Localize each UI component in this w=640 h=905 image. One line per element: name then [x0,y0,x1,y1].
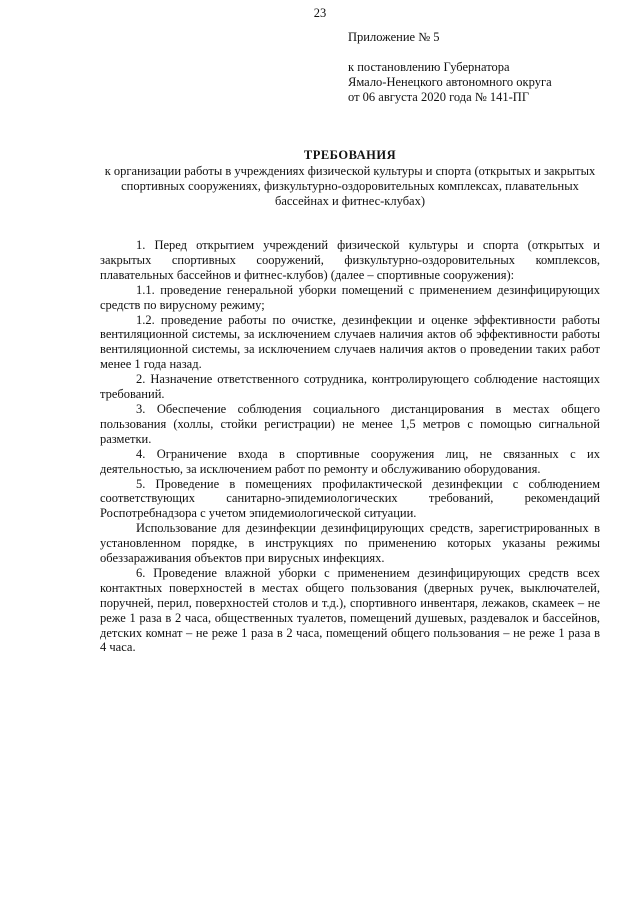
document-subtitle: к организации работы в учреждениях физической культуры и спорта (открытых и закрытых спортивных сооружениях, физкультурно-оздоровительных комплексах, плавательных бассейнах и фитнес-клубах) [104,164,596,208]
appendix-line-1: к постановлению Губернатора [348,60,510,74]
paragraph-5-note: Использование для дезинфекции дезинфицирующих средств, зарегистрированных в установленном порядке, в инструкциях по применению которых указаны режимы обеззараживания объектов при вирусных инфекциях. [100,521,600,566]
page-number: 23 [313,6,327,20]
document-heading [100,148,600,209]
paragraph-6: 6. Проведение влажной уборки с применением дезинфицирующих средств всех контактных поверхностей в местах общего пользования (дверных ручек, выключателей, поручней, перил, поверхностей столов и т.д.), спортивного инвентаря, лежаков, скамеек – не реже 1 раза в 2 часа, общественных туалетов, помещений душевых, раздевалок и бассейнов, детских комнат – не реже 1 раза в 2 часа, помещений общего пользования – не реже 1 раза в 4 часа. [100,565,600,655]
paragraph-1-1: 1.1. проведение генеральной уборки помещений с применением дезинфицирующих средств по вирусному режиму; [100,282,600,312]
document-title: ТРЕБОВАНИЯ [303,148,397,162]
paragraph-4: 4. Ограничение входа в спортивные сооружения лиц, не связанных с их деятельностью, за исключением работ по ремонту и обслуживанию оборудования. [100,446,600,476]
paragraph-5: 5. Проведение в помещениях профилактической дезинфекции с соблюдением соответствующих санитарно-эпидемиологических требований, рекомендаций Роспотребнадзора с учетом эпидемиологической ситуации. [100,476,600,521]
paragraph-2: 2. Назначение ответственного сотрудника, контролирующего соблюдение настоящих требований. [100,372,600,402]
paragraph-1: 1. Перед открытием учреждений физической культуры и спорта (открытых и закрытых спортивных сооружений, физкультурно-оздоровительных комплексов, плавательных бассейнов и фитнес-клубов) (далее – спортивные сооружения): [100,238,600,282]
document-body [100,238,600,655]
paragraph-1-2: 1.2. проведение работы по очистке, дезинфекции и оценке эффективности работы вентиляционной системы, за исключением случаев наличия актов об эффективности работы вентиляционной системы, за исключением случаев наличия актов о проведении таких работ менее 1 года назад. [100,312,600,372]
paragraph-3: 3. Обеспечение соблюдения социального дистанцирования в местах общего пользования (холлы, стойки регистрации) не менее 1,5 метров с помощью сигнальной разметки. [100,401,600,446]
appendix-number: Приложение № 5 [348,30,440,44]
appendix-header [348,30,618,105]
appendix-line-2: Ямало-Ненецкого автономного округа [348,75,552,89]
appendix-line-3: от 06 августа 2020 года № 141-ПГ [348,90,530,104]
